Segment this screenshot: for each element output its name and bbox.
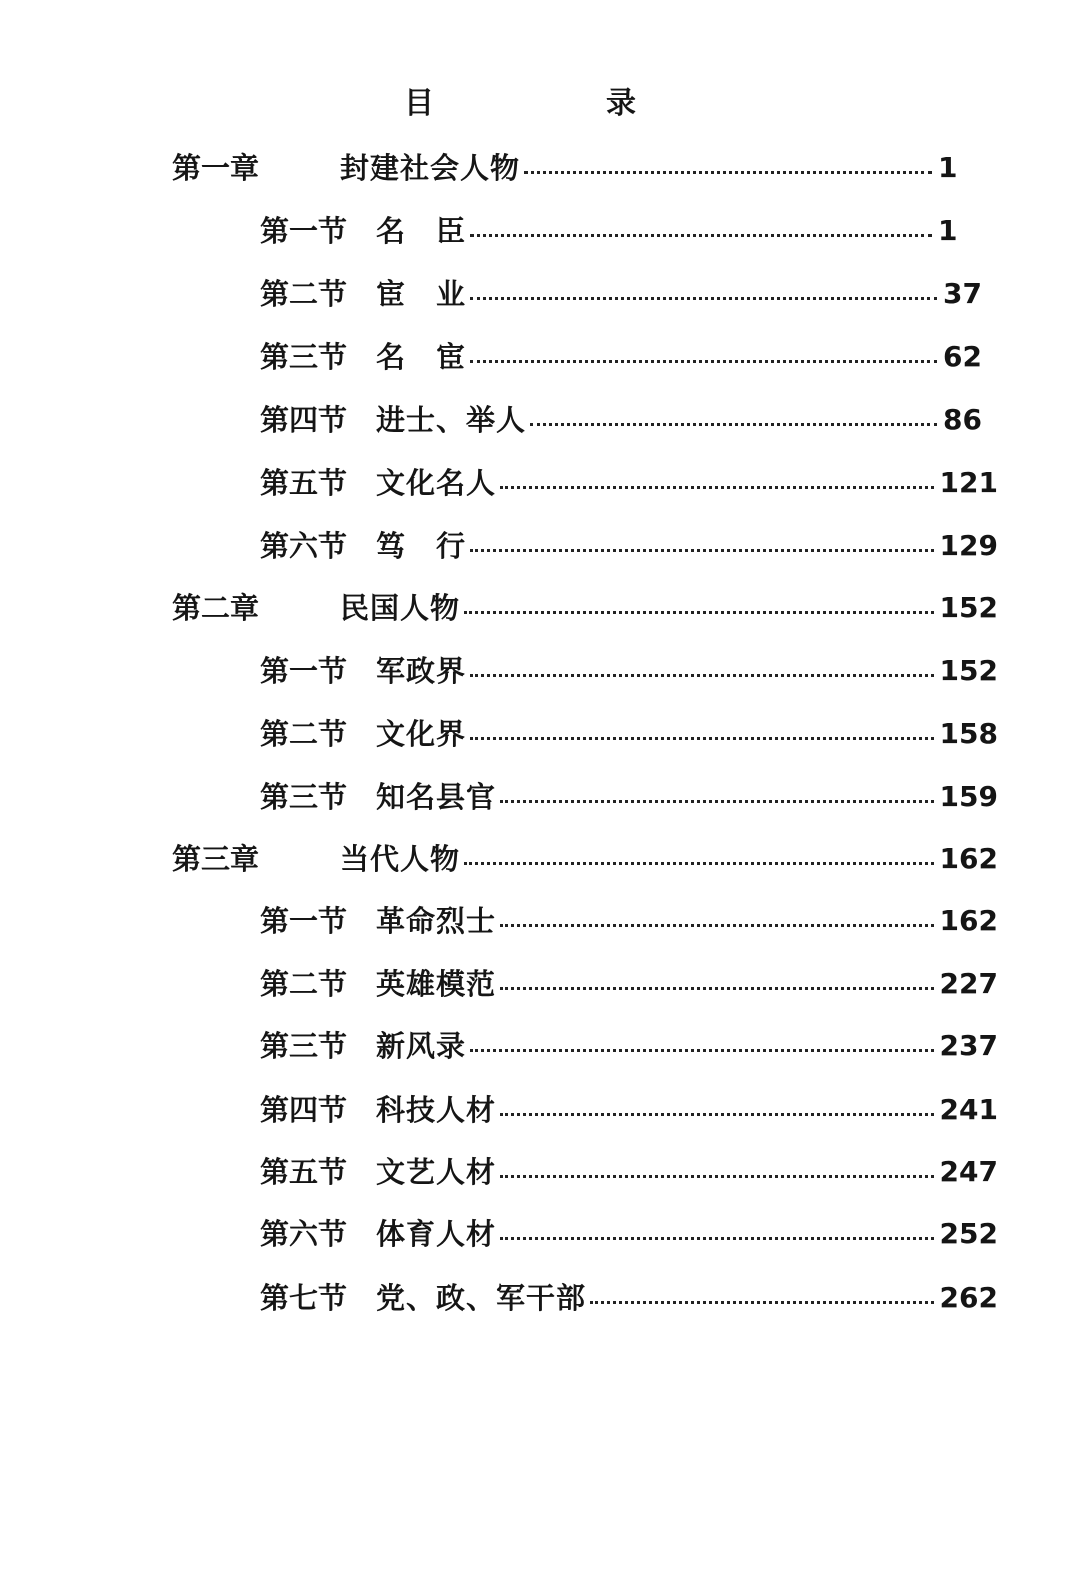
section-title: 名 宦 [376, 340, 467, 374]
section-title: 文化界 [376, 717, 467, 751]
section-label: 第六节 [260, 1217, 348, 1251]
toc-section-3-6[interactable] [260, 1212, 998, 1256]
page-number: 1 [938, 214, 958, 247]
section-title: 英雄模范 [376, 967, 497, 1001]
page-number: 237 [939, 1029, 998, 1062]
toc-section-1-6[interactable] [260, 524, 998, 568]
toc-chapter-1[interactable] [172, 146, 962, 190]
section-title: 进士、举人 [376, 403, 527, 437]
page-number: 152 [939, 591, 998, 624]
dot-leader [470, 360, 937, 363]
toc-section-2-1[interactable] [260, 649, 998, 693]
title-char-1: 目 [404, 86, 434, 121]
page-number: 62 [943, 340, 982, 373]
section-title: 体育人材 [376, 1217, 497, 1251]
toc-section-3-1[interactable] [260, 899, 998, 943]
section-title: 文艺人材 [376, 1155, 497, 1189]
toc-section-3-7[interactable] [260, 1276, 998, 1320]
page-number: 1 [938, 151, 958, 184]
section-title: 宦 业 [376, 277, 467, 311]
page-number: 227 [939, 967, 998, 1000]
dot-leader [470, 297, 937, 300]
title-char-2: 录 [606, 86, 636, 121]
dot-leader [524, 171, 932, 174]
section-title: 新风录 [376, 1029, 467, 1063]
dot-leader [500, 924, 934, 927]
toc-chapter-3[interactable] [172, 837, 998, 881]
section-label: 第三节 [260, 1029, 348, 1063]
section-label: 第四节 [260, 1093, 348, 1127]
chapter-title: 民国人物 [340, 591, 461, 625]
toc-section-1-3[interactable] [260, 335, 982, 379]
section-title: 科技人材 [376, 1093, 497, 1127]
section-title: 军政界 [376, 654, 467, 688]
section-label: 第五节 [260, 1155, 348, 1189]
dot-leader [464, 862, 934, 865]
page-number: 252 [939, 1217, 998, 1250]
toc-section-1-2[interactable] [260, 272, 982, 316]
page-number: 152 [939, 654, 998, 687]
section-label: 第七节 [260, 1281, 348, 1315]
page-number: 121 [939, 466, 998, 499]
page-number: 86 [943, 403, 982, 436]
toc-section-3-5[interactable] [260, 1150, 998, 1194]
page-number: 262 [939, 1281, 998, 1314]
chapter-label: 第一章 [172, 151, 260, 185]
toc-section-2-2[interactable] [260, 712, 998, 756]
dot-leader [530, 423, 937, 426]
dot-leader [500, 1237, 934, 1240]
section-label: 第一节 [260, 214, 348, 248]
section-label: 第二节 [260, 967, 348, 1001]
section-title: 文化名人 [376, 466, 497, 500]
dot-leader [500, 1113, 934, 1116]
section-label: 第三节 [260, 340, 348, 374]
section-title: 笃 行 [376, 529, 467, 563]
page-number: 159 [939, 780, 998, 813]
section-label: 第一节 [260, 654, 348, 688]
page-number: 158 [939, 717, 998, 750]
dot-leader [500, 1175, 934, 1178]
page-number: 129 [939, 529, 998, 562]
section-label: 第二节 [260, 717, 348, 751]
page-number: 162 [939, 842, 998, 875]
section-label: 第六节 [260, 529, 348, 563]
page-number: 162 [939, 904, 998, 937]
dot-leader [500, 987, 934, 990]
page-number: 247 [939, 1155, 998, 1188]
section-label: 第三节 [260, 780, 348, 814]
page-number: 241 [939, 1093, 998, 1126]
dot-leader [470, 674, 934, 677]
section-label: 第二节 [260, 277, 348, 311]
toc-section-3-2[interactable] [260, 962, 998, 1006]
toc-chapter-2[interactable] [172, 586, 998, 630]
chapter-title: 当代人物 [340, 842, 461, 876]
dot-leader [470, 234, 932, 237]
toc-section-3-4[interactable] [260, 1088, 998, 1132]
dot-leader [500, 800, 934, 803]
section-title: 革命烈士 [376, 904, 497, 938]
dot-leader [470, 1049, 934, 1052]
section-label: 第五节 [260, 466, 348, 500]
toc-section-3-3[interactable] [260, 1024, 998, 1068]
section-title: 知名县官 [376, 780, 497, 814]
section-title: 党、政、军干部 [376, 1281, 587, 1315]
toc-section-1-1[interactable] [260, 209, 962, 253]
dot-leader [500, 486, 934, 489]
toc-section-2-3[interactable] [260, 775, 998, 819]
page-number: 37 [943, 277, 982, 310]
chapter-title: 封建社会人物 [340, 151, 521, 185]
chapter-label: 第二章 [172, 591, 260, 625]
section-title: 名 臣 [376, 214, 467, 248]
chapter-label: 第三章 [172, 842, 260, 876]
toc-section-1-4[interactable] [260, 398, 982, 442]
dot-leader [590, 1301, 934, 1304]
dot-leader [470, 549, 934, 552]
dot-leader [464, 611, 934, 614]
section-label: 第一节 [260, 904, 348, 938]
dot-leader [470, 737, 934, 740]
section-label: 第四节 [260, 403, 348, 437]
toc-section-1-5[interactable] [260, 461, 998, 505]
